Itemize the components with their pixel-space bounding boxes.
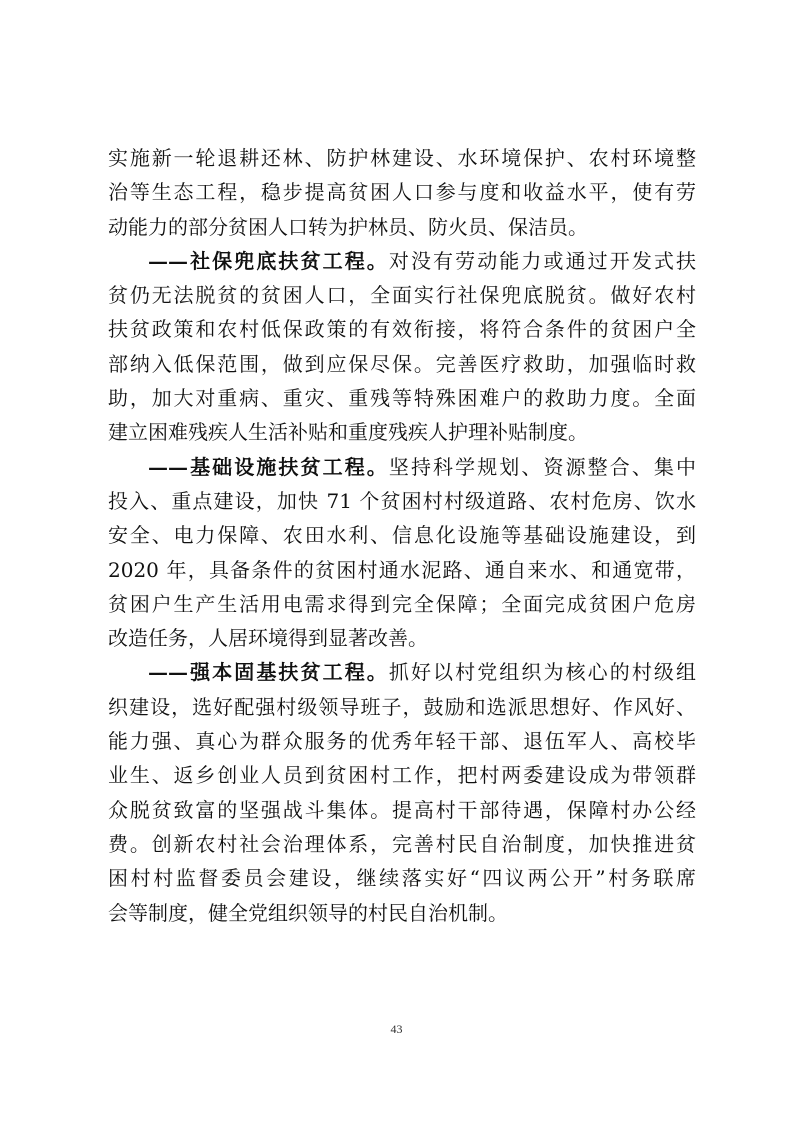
text-line: 费。创新农村社会治理体系，完善村民自治制度，加快推进贫 <box>108 831 696 856</box>
text-line: 困村村监督委员会建设，继续落实好“四议两公开”村务联席 <box>108 866 696 891</box>
section-text: 坚持科学规划、资源整合、集中 <box>388 454 697 479</box>
section-first-line <box>108 450 696 484</box>
text-line: 改造任务，人居环境得到显著改善。 <box>108 626 428 651</box>
text-line: 织建设，选好配强村级领导班子，鼓励和选派思想好、作风好、 <box>108 694 696 719</box>
section-heading: ——社保兜底扶贫工程。 <box>148 248 389 273</box>
text-line: 助，加大对重病、重灾、重残等特殊困难户的救助力度。全面 <box>108 386 696 411</box>
text-line: 众脱贫致富的坚强战斗集体。提高村干部待遇，保障村办公经 <box>108 797 696 822</box>
section-text: 抓好以村党组织为核心的村级组 <box>388 660 697 685</box>
text-line: 实施新一轮退耕还林、防护林建设、水环境保护、农村环境整 <box>108 146 696 170</box>
section-heading: ——强本固基扶贫工程。 <box>148 660 389 685</box>
page-number: 43 <box>390 1022 403 1036</box>
section-heading: ——基础设施扶贫工程。 <box>148 454 389 479</box>
section-first-line <box>108 244 696 278</box>
text-line: 能力强、真心为群众服务的优秀年轻干部、退伍军人、高校毕 <box>108 729 696 754</box>
text-line: 贫困户生产生活用电需求得到完全保障；全面完成贫困户危房 <box>108 591 696 616</box>
section-text: 对没有劳动能力或通过开发式扶 <box>388 248 697 273</box>
text-line: 扶贫政策和农村低保政策的有效衔接，将符合条件的贫困户全 <box>108 317 696 342</box>
text-line: 治等生态工程，稳步提高贫困人口参与度和收益水平，使有劳 <box>108 180 696 205</box>
text-line: 动能力的部分贫困人口转为护林员、防火员、保洁员。 <box>108 214 588 239</box>
text-line: 部纳入低保范围，做到应保尽保。完善医疗救助，加强临时救 <box>108 351 696 376</box>
text-line: 建立困难残疾人生活补贴和重度残疾人护理补贴制度。 <box>108 420 588 445</box>
text-line: 贫仍无法脱贫的贫困人口，全面实行社保兜底脱贫。做好农村 <box>108 283 696 308</box>
text-line: 业生、返乡创业人员到贫困村工作，把村两委建设成为带领群 <box>108 763 696 788</box>
text-line: 投入、重点建设，加快 71 个贫困村村级道路、农村危房、饮水 <box>108 488 696 513</box>
body-text <box>108 141 696 930</box>
text-line: 会等制度，健全党组织领导的村民自治机制。 <box>108 900 508 925</box>
text-line: 安全、电力保障、农田水利、信息化设施等基础设施建设，到 <box>108 523 696 548</box>
section-first-line <box>108 655 696 689</box>
text-line: 2020 年，具备条件的贫困村通水泥路、通自来水、和通宽带， <box>108 557 696 582</box>
